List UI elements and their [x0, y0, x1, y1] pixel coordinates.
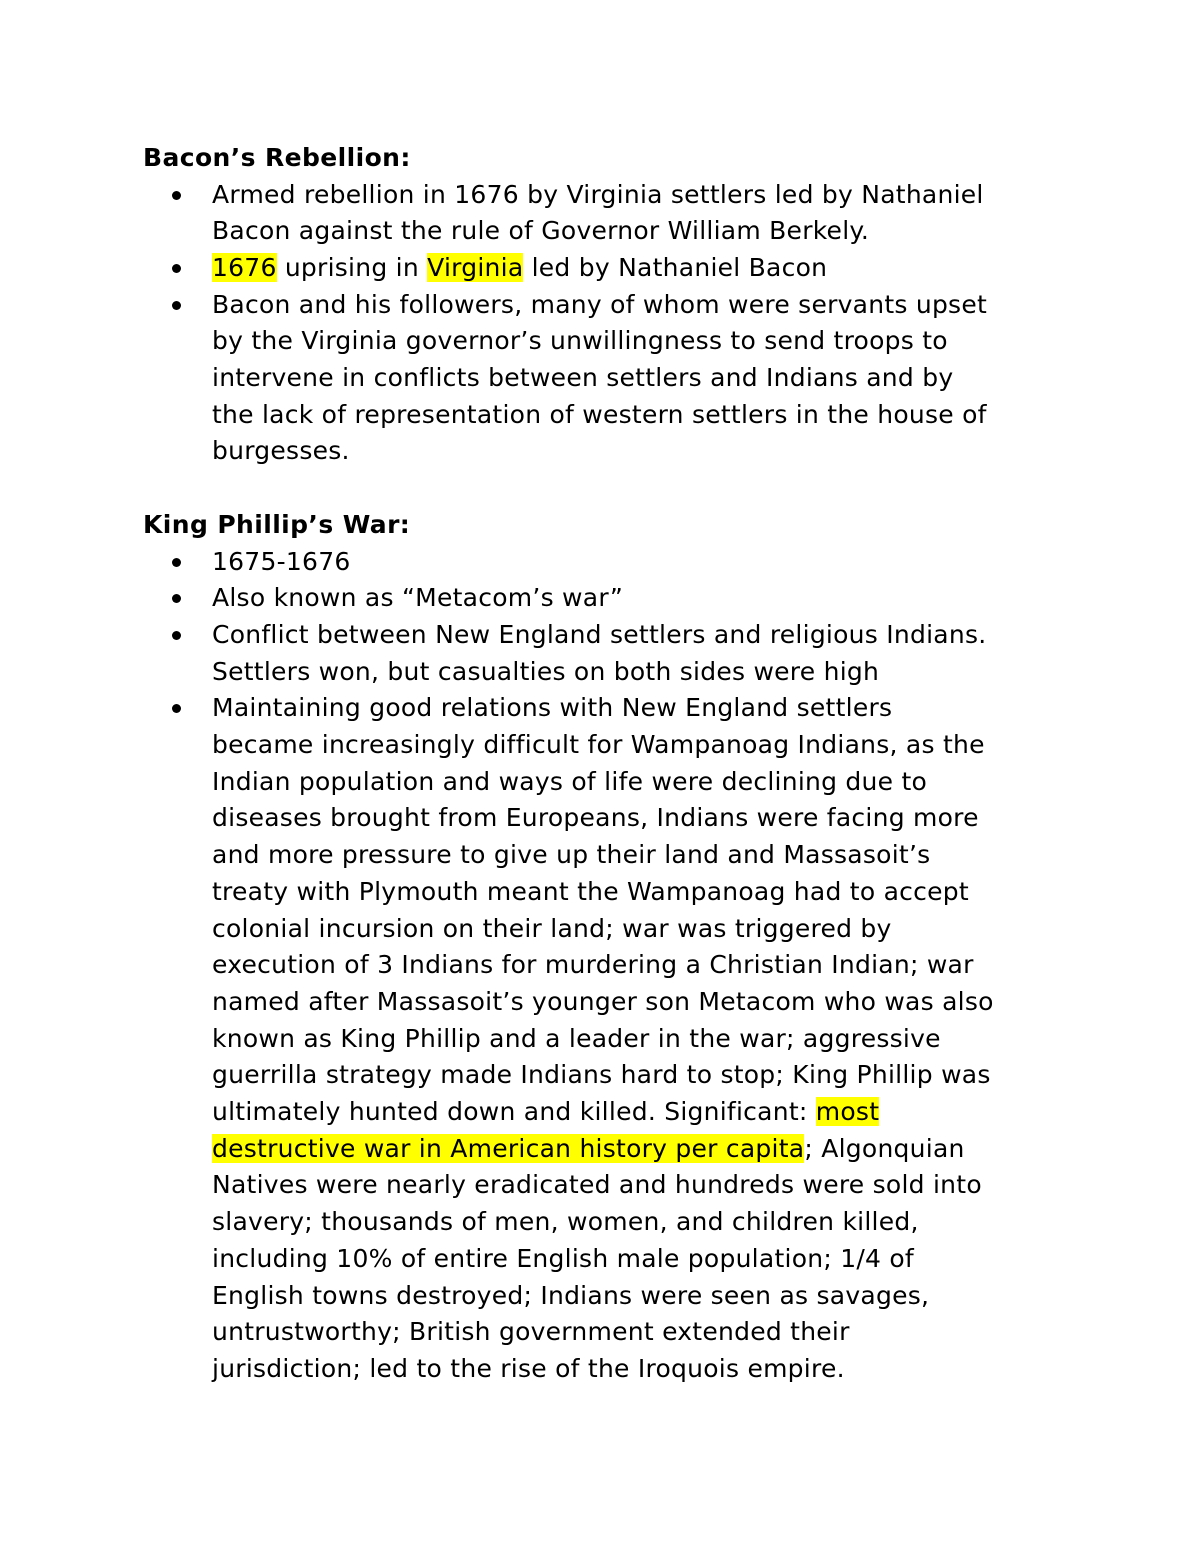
- body-text: named after Massasoit’s younger son Metacom who was also: [212, 986, 994, 1016]
- highlighted-text: destructive war in American history per capita: [212, 1133, 805, 1163]
- text-line: [212, 727, 1073, 764]
- body-text: became increasingly difficult for Wampanoag Indians, as the: [212, 730, 985, 760]
- text-line: [212, 1204, 1073, 1241]
- text-line: [212, 984, 1073, 1021]
- text-line: [212, 1021, 1073, 1058]
- body-text: intervene in conflicts between settlers and Indians and by: [212, 363, 954, 393]
- text-line: [212, 177, 1073, 214]
- text-line: [212, 397, 1073, 434]
- body-text: slavery; thousands of men, women, and children killed,: [212, 1207, 919, 1237]
- text-line: [212, 433, 1073, 470]
- text-line: [212, 1131, 1073, 1168]
- body-text: Also known as “Metacom’s war”: [212, 583, 624, 613]
- bullet-icon: [172, 594, 181, 603]
- body-text: jurisdiction; led to the rise of the Iroquois empire.: [212, 1353, 845, 1383]
- bullet-icon: [172, 704, 181, 713]
- body-text: English towns destroyed; Indians were seen as savages,: [212, 1280, 930, 1310]
- highlighted-text: 1676: [212, 252, 277, 282]
- text-line: [212, 911, 1073, 948]
- body-text: including 10% of entire English male population; 1/4 of: [212, 1243, 914, 1273]
- text-line: [212, 800, 1073, 837]
- body-text: led by Nathaniel Bacon: [523, 252, 828, 282]
- text-line: [212, 654, 1073, 691]
- text-line: [212, 544, 1073, 581]
- bullet-icon: [172, 191, 181, 200]
- body-text: ; Algonquian: [804, 1133, 965, 1163]
- highlighted-text: Virginia: [427, 252, 524, 282]
- text-line: [212, 213, 1073, 250]
- body-text: Bacon and his followers, many of whom were servants upset: [212, 289, 988, 319]
- text-line: [212, 250, 1073, 287]
- body-text: the lack of representation of western settlers in the house of: [212, 399, 987, 429]
- highlighted-text: most: [815, 1097, 880, 1127]
- list-item: [143, 177, 1073, 250]
- text-line: [212, 1351, 1073, 1388]
- body-text: colonial incursion on their land; war was triggered by: [212, 913, 892, 943]
- bullet-list: [143, 177, 1073, 471]
- body-text: uprising in: [276, 252, 428, 282]
- bullet-list: [143, 544, 1073, 1388]
- body-text: execution of 3 Indians for murdering a Christian Indian; war: [212, 950, 974, 980]
- list-item: [143, 580, 1073, 617]
- bullet-icon: [172, 264, 181, 273]
- body-text: Maintaining good relations with New England settlers: [212, 693, 893, 723]
- list-item: [143, 250, 1073, 287]
- body-text: by the Virginia governor’s unwillingness to send troops to: [212, 326, 948, 356]
- text-line: [212, 947, 1073, 984]
- text-line: [212, 287, 1073, 324]
- bullet-icon: [172, 558, 181, 567]
- text-line: [212, 1057, 1073, 1094]
- text-line: [212, 617, 1073, 654]
- body-text: guerrilla strategy made Indians hard to stop; King Phillip was: [212, 1060, 991, 1090]
- body-text: Settlers won, but casualties on both sides were high: [212, 656, 880, 686]
- text-line: [212, 1278, 1073, 1315]
- text-line: [212, 1314, 1073, 1351]
- list-item: [143, 287, 1073, 471]
- body-text: untrustworthy; British government extended their: [212, 1317, 850, 1347]
- body-text: known as King Phillip and a leader in the war; aggressive: [212, 1023, 941, 1053]
- body-text: diseases brought from Europeans, Indians were facing more: [212, 803, 979, 833]
- body-text: Natives were nearly eradicated and hundreds were sold into: [212, 1170, 982, 1200]
- body-text: 1675-1676: [212, 546, 351, 576]
- body-text: Indian population and ways of life were declining due to: [212, 766, 928, 796]
- text-line: [212, 1167, 1073, 1204]
- text-line: [212, 837, 1073, 874]
- section-bacons-rebellion: [143, 140, 1073, 470]
- section-heading: King Phillip’s War:: [143, 510, 411, 539]
- body-text: Bacon against the rule of Governor William Berkely.: [212, 216, 870, 246]
- text-line: [212, 360, 1073, 397]
- text-line: [212, 764, 1073, 801]
- bullet-icon: [172, 301, 181, 310]
- bullet-icon: [172, 631, 181, 640]
- list-item: [143, 690, 1073, 1387]
- text-line: [212, 874, 1073, 911]
- body-text: treaty with Plymouth meant the Wampanoag had to accept: [212, 876, 969, 906]
- text-line: [212, 580, 1073, 617]
- list-item: [143, 617, 1073, 690]
- section-king-phillips-war: [143, 507, 1073, 1388]
- body-text: Conflict between New England settlers and religious Indians.: [212, 619, 987, 649]
- body-text: ultimately hunted down and killed. Significant:: [212, 1097, 816, 1127]
- body-text: Armed rebellion in 1676 by Virginia settlers led by Nathaniel: [212, 179, 984, 209]
- text-line: [212, 323, 1073, 360]
- body-text: burgesses.: [212, 436, 350, 466]
- text-line: [212, 1094, 1073, 1131]
- list-item: [143, 544, 1073, 581]
- text-line: [212, 1241, 1073, 1278]
- section-heading: Bacon’s Rebellion:: [143, 143, 411, 172]
- body-text: and more pressure to give up their land and Massasoit’s: [212, 840, 931, 870]
- text-line: [212, 690, 1073, 727]
